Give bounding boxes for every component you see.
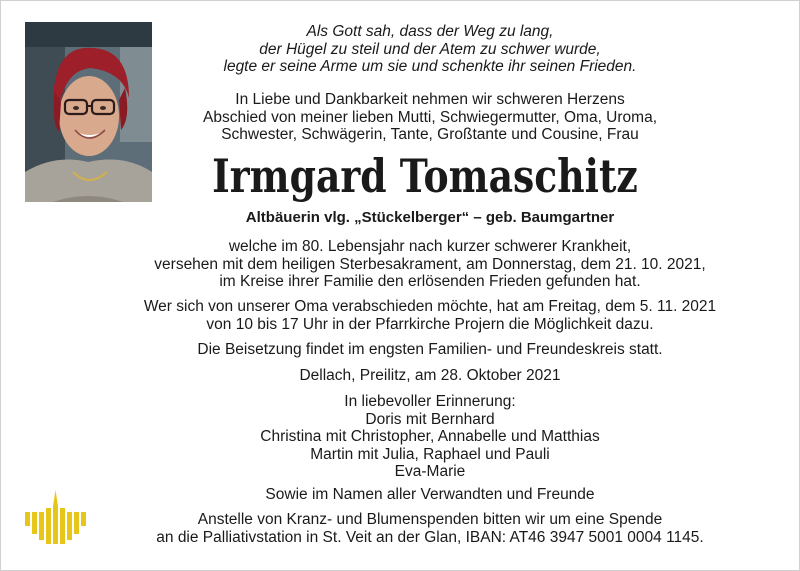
farewell-line: Wer sich von unserer Oma verabschieden möchte, hat am Freitag, dem 5. 11. 2021 xyxy=(143,298,717,315)
logo-bars xyxy=(25,490,86,544)
burial-info xyxy=(110,341,750,359)
relatives-text: Sowie im Namen aller Verwandten und Freunde xyxy=(265,486,595,503)
farewell-line: von 10 bis 17 Uhr in der Pfarrkirche Projern die Möglichkeit dazu. xyxy=(206,315,654,333)
remembrance-line: Eva-Marie xyxy=(394,463,466,480)
donation-info xyxy=(110,511,750,546)
remembrance-line: In liebevoller Erinnerung: xyxy=(344,393,516,410)
place-date xyxy=(110,367,750,385)
intro-line: Abschied von meiner lieben Mutti, Schwiegermutter, Oma, Uroma, xyxy=(203,108,657,126)
farewell-info xyxy=(110,298,750,333)
death-notice xyxy=(110,238,750,291)
donation-line: Anstelle von Kranz- und Blumenspenden bitten wir um eine Spende xyxy=(197,511,663,528)
remembrance-line: Martin mit Julia, Raphael und Pauli xyxy=(310,445,550,463)
donation-line: an die Palliativstation in St. Veit an der Glan, IBAN: AT46 3947 5001 0004 1145. xyxy=(156,528,704,546)
remembrance-line: Christina mit Christopher, Annabelle und Matthias xyxy=(260,428,600,445)
remembrance-list xyxy=(110,393,750,481)
death-notice-line: versehen mit dem heiligen Sterbesakrament, am Donnerstag, dem 21. 10. 2021, xyxy=(154,255,706,273)
relatives-line xyxy=(110,486,750,504)
remembrance-line: Doris mit Bernhard xyxy=(365,410,495,428)
death-notice-line: im Kreise ihrer Familie den erlösenden Frieden gefunden hat. xyxy=(219,273,641,290)
poem-line: Als Gott sah, dass der Weg zu lang, xyxy=(306,23,554,40)
intro-text xyxy=(110,91,750,144)
deceased-name: Irmgard Tomaschitz xyxy=(212,149,638,203)
deceased-subtitle: Altbäuerin vlg. „Stückelberger“ – geb. Baumgartner xyxy=(245,209,615,226)
intro-line: Schwester, Schwägerin, Tante, Großtante und Cousine, Frau xyxy=(221,126,639,143)
burial-line: Die Beisetzung findet im engsten Familien- und Freundeskreis statt. xyxy=(197,341,663,358)
poem-line: legte er seine Arme um sie und schenkte ihr seinen Frieden. xyxy=(223,58,637,75)
death-notice-line: welche im 80. Lebensjahr nach kurzer schwerer Krankheit, xyxy=(228,238,632,255)
intro-line: In Liebe und Dankbarkeit nehmen wir schweren Herzens xyxy=(235,91,625,108)
poem-line: der Hügel zu steil und der Atem zu schwer wurde, xyxy=(259,40,601,58)
place-date-line: Dellach, Preilitz, am 28. Oktober 2021 xyxy=(299,367,561,384)
poem xyxy=(110,23,750,76)
candle-logo-icon xyxy=(25,490,87,544)
